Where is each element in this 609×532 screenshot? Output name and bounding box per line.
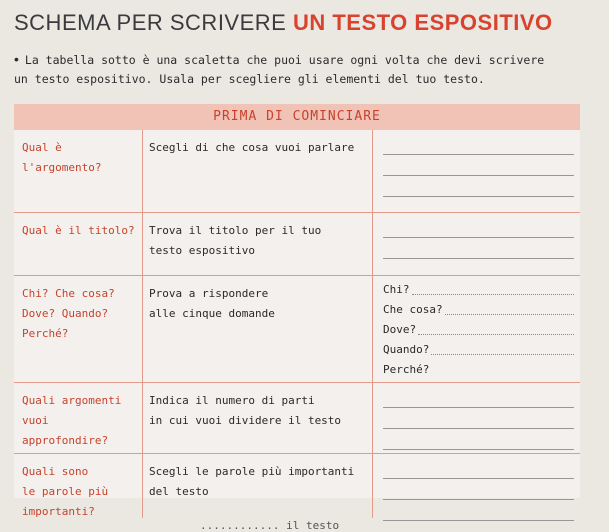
answer-line[interactable] bbox=[383, 176, 574, 197]
question-text: Quali sono bbox=[22, 465, 89, 478]
answer-why[interactable]: Perché? bbox=[383, 363, 430, 376]
answer-area[interactable] bbox=[372, 383, 580, 453]
row-hint bbox=[142, 383, 372, 453]
question-text: l'argomento? bbox=[22, 161, 102, 174]
row-hint bbox=[142, 213, 372, 275]
question-text: Quali argomenti bbox=[22, 394, 122, 407]
schema-table bbox=[14, 104, 580, 518]
answer-line[interactable] bbox=[383, 500, 574, 521]
hint-text: Scegli le parole più importanti bbox=[149, 465, 355, 478]
answer-line[interactable] bbox=[383, 134, 574, 155]
answer-line[interactable] bbox=[383, 429, 574, 450]
table-row bbox=[14, 382, 580, 453]
answer-line[interactable] bbox=[383, 479, 574, 500]
row-question bbox=[14, 383, 142, 453]
row-hint bbox=[142, 130, 372, 212]
hint-text: del testo bbox=[149, 485, 209, 498]
answer-line[interactable] bbox=[383, 408, 574, 429]
hint-text: Prova a rispondere bbox=[149, 287, 269, 300]
answer-when[interactable]: Quando? bbox=[383, 340, 574, 360]
intro-line-2: un testo espositivo. Usala per scegliere gli elementi del tuo testo. bbox=[14, 72, 485, 86]
answer-line[interactable] bbox=[383, 217, 574, 238]
row-question bbox=[14, 213, 142, 275]
question-text: approfondire? bbox=[22, 434, 109, 447]
row-question bbox=[14, 276, 142, 382]
question-text: vuoi bbox=[22, 414, 49, 427]
hint-text: in cui vuoi dividere il testo bbox=[149, 414, 342, 427]
intro-line-1: La tabella sotto è una scaletta che puoi usare ogni volta che devi scrivere bbox=[24, 53, 545, 67]
title-part2: UN TESTO ESPOSITIVO bbox=[292, 10, 553, 35]
bottom-text: ............ il testo bbox=[200, 519, 340, 532]
answer-line[interactable] bbox=[383, 238, 574, 259]
question-text: Perché? bbox=[22, 327, 69, 340]
hint-text: alle cinque domande bbox=[149, 307, 275, 320]
answer-line[interactable] bbox=[383, 458, 574, 479]
question-text: Dove? Quando? bbox=[22, 307, 109, 320]
title-part1: SCHEMA PER SCRIVERE bbox=[14, 10, 287, 35]
answer-line[interactable] bbox=[383, 155, 574, 176]
question-text: Qual è bbox=[22, 141, 62, 154]
table-row bbox=[14, 453, 580, 518]
question-text: Chi? Che cosa? bbox=[22, 287, 115, 300]
table-header: PRIMA DI COMINCIARE bbox=[14, 104, 580, 130]
row-hint bbox=[142, 454, 372, 518]
row-question bbox=[14, 130, 142, 212]
answer-area[interactable] bbox=[372, 454, 580, 518]
hint-text: Indica il numero di parti bbox=[149, 394, 315, 407]
question-text: le parole più bbox=[22, 485, 109, 498]
hint-text: Scegli di che cosa vuoi parlare bbox=[149, 141, 355, 154]
question-text: importanti? bbox=[22, 505, 95, 518]
answer-where[interactable]: Dove? bbox=[383, 320, 574, 340]
answer-area[interactable] bbox=[372, 130, 580, 212]
table-row bbox=[14, 130, 580, 212]
question-text: Qual è il titolo? bbox=[22, 224, 135, 237]
table-row bbox=[14, 212, 580, 275]
answer-line[interactable] bbox=[383, 387, 574, 408]
table-row bbox=[14, 275, 580, 382]
row-hint bbox=[142, 276, 372, 382]
bullet-icon: • bbox=[14, 51, 19, 67]
answer-area bbox=[372, 276, 580, 382]
row-question bbox=[14, 454, 142, 518]
hint-text: testo espositivo bbox=[149, 244, 255, 257]
answer-who[interactable]: Chi? bbox=[383, 280, 574, 300]
page-title bbox=[14, 10, 604, 36]
intro-text bbox=[14, 50, 589, 89]
answer-what[interactable]: Che cosa? bbox=[383, 300, 574, 320]
hint-text: Trova il titolo per il tuo bbox=[149, 224, 322, 237]
answer-area[interactable] bbox=[372, 213, 580, 275]
